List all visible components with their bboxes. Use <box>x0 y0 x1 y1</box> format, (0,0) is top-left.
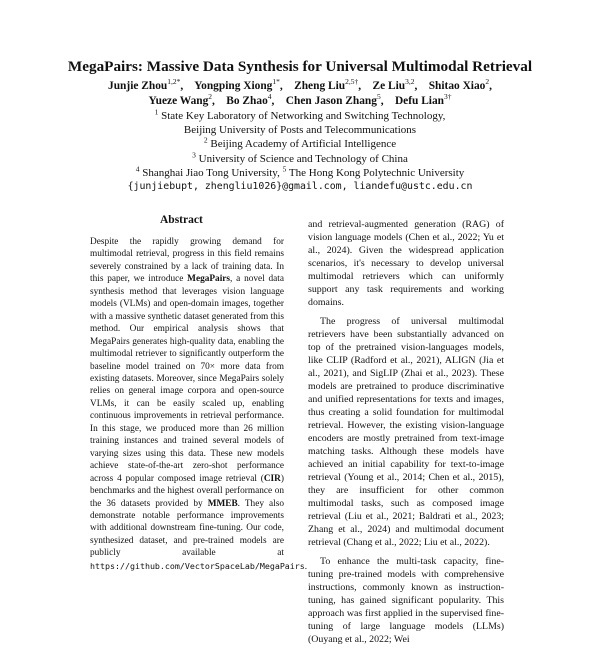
author-name: Yongping Xiong <box>194 80 273 92</box>
author-name: Ze Liu <box>372 80 406 92</box>
paper-header <box>0 58 600 194</box>
abstract-bold-megapairs: MegaPairs <box>187 274 231 285</box>
author-name: Chen Jason Zhang <box>285 95 377 107</box>
abstract-text: Despite the rapidly growing demand for multimodal retrieval, progress in this field remains severely constrained by a lack of training data. In this paper, we introduce <box>90 237 284 285</box>
abstract-text: ) benchmarks and the highest overall performance on the 36 datasets provided by <box>90 473 284 509</box>
author-sup: 2 <box>208 92 213 102</box>
abstract-paragraph <box>90 236 308 573</box>
affiliation-sup: 4 <box>135 164 140 174</box>
affiliation-3 <box>0 149 600 166</box>
repo-link[interactable]: https://github.com/VectorSpaceLab/MegaPairs <box>90 560 305 571</box>
affiliation-sup: 5 <box>282 164 287 174</box>
author-sup: 3,2 <box>405 77 415 87</box>
author-name: Bo Zhao <box>226 95 268 107</box>
paper-title: MegaPairs: Massive Data Synthesis for Universal Multimodal Retrieval <box>67 58 533 75</box>
author-line-2: Yueze Wang$^2$, Bo Zhao$^4$, Chen Jason Zhang$^5$, Defu Lian$^{3\dagger}$ <box>148 92 452 107</box>
author-name: Yueze Wang <box>148 95 209 107</box>
affiliation-1 <box>0 109 600 123</box>
author-sup: 5 <box>376 92 381 102</box>
author-name: Zheng Liu <box>294 80 346 92</box>
intro-column <box>308 218 504 652</box>
abstract-text: . <box>304 561 308 572</box>
author-sup: 2 <box>485 77 490 87</box>
author-sup: 2,5† <box>345 77 359 87</box>
affiliation-sup: 1 <box>154 107 159 117</box>
author-name: Defu Lian <box>394 95 444 107</box>
abstract-heading: Abstract <box>160 214 203 226</box>
author-sup: 1* <box>272 77 280 87</box>
author-emails: {junjiebupt, zhengliu1026}@gmail.com, liandefu@ustc.edu.cn <box>127 181 473 193</box>
intro-paragraph: and retrieval-augmented generation (RAG) of vision language models (Chen et al., 2022; Yu et al., 2024). Given the widespread application scenarios, it's necessary to develop universal multimodal retrievers which can uniformly support any task requirements and working domains. <box>308 219 504 308</box>
affiliation-text: Beijing Academy of Artificial Intelligence <box>210 138 397 151</box>
author-sup: 1,2* <box>167 77 181 87</box>
author-sup: 3† <box>444 92 452 102</box>
intro-paragraph: The progress of universal multimodal retrievers have been substantially advanced on top of the pretrained vision-languages models, like CLIP (Radford et al., 2021), ALIGN (Jia et al., 2021), and SigLIP (Zhai et al., 2023). These models are pretrained to produce discriminative and unified representations for texts and images, thus creating a solid foundation for multimodal retrieval. However, the existing vision-language encoders are mostly pretrained from text-image matching tasks. Although these models have achieved an initial capability for text-to-image retrieval (Young et al., 2014; Chen et al., 2015), they are insufficient for other common multimodal tasks, such as composed image retrieval (Liu et al., 2021; Baldrati et al., 2023; Zhang et al., 2024) and multimodal document retrieval (Chang et al., 2022; Liu et al., 2022). <box>308 316 504 548</box>
affiliation-text: State Key Laboratory of Networking and Switching Technology, <box>161 110 446 122</box>
abstract-bold-mmeb: MMEB <box>207 498 238 509</box>
affiliation-text: University of Science and Technology of China <box>198 152 408 165</box>
author-sup: 4 <box>267 92 272 102</box>
affiliation-2 <box>0 137 600 151</box>
affiliation-sup: 3 <box>192 149 196 159</box>
affiliation-text: The Hong Kong Polytechnic University <box>288 166 465 179</box>
abstract-body <box>90 236 308 573</box>
abstract-text: . They also demonstrate notable performance improvements with additional downstream fine-tuning. Our code, synthesized dataset, and pre-trained models are publicly available at <box>90 498 284 559</box>
abstract-heading-wrap <box>90 213 290 227</box>
author-name: Junjie Zhou <box>108 80 168 92</box>
author-line-1: Junjie Zhou$^{1,2*}$, Yongping Xiong$^{1*}$, Zheng Liu$^{2,5\dagger}$, Ze Liu$^{3,2}$, Shitao Xiao$^2$, <box>108 77 492 92</box>
intro-paragraph: To enhance the multi-task capacity, fine-tuning pre-trained models with comprehensive instructions, commonly known as instruction-tuning, has gained significant popularity. This approach was first applied in the supervised fine-tuning of large language models (LLMs) (Ouyang et al., 2022; Wei <box>308 556 504 645</box>
affiliation-text: Shanghai Jiao Tong University, <box>142 166 280 179</box>
author-name: Shitao Xiao <box>428 80 486 92</box>
affiliation-1-cont: Beijing University of Posts and Telecommunications <box>183 124 417 137</box>
abstract-bold-cir: CIR <box>263 473 281 484</box>
affiliation-sup: 2 <box>203 135 208 145</box>
affiliation-4-5 <box>0 166 600 180</box>
abstract-text: , a novel data synthesis method that leverages vision language models (VLMs) and open-domain images, together with a massive synthetic dataset generated from this method. Our empirical analysis shows that MegaPairs generates high-quality data, enabling the multimodal retriever to significantly outperform the baseline model trained on 70× more data from existing datasets. Moreover, since MegaPairs solely relies on general image corpora and open-source VLMs, it can be easily scaled up, enabling continuous improvements in retrieval performance. In this stage, we produced more than 26 million training instances and trained several models of varying sizes using this data. These new models achieve state-of-the-art zero-shot performance across 4 popular composed image retrieval ( <box>90 274 285 484</box>
